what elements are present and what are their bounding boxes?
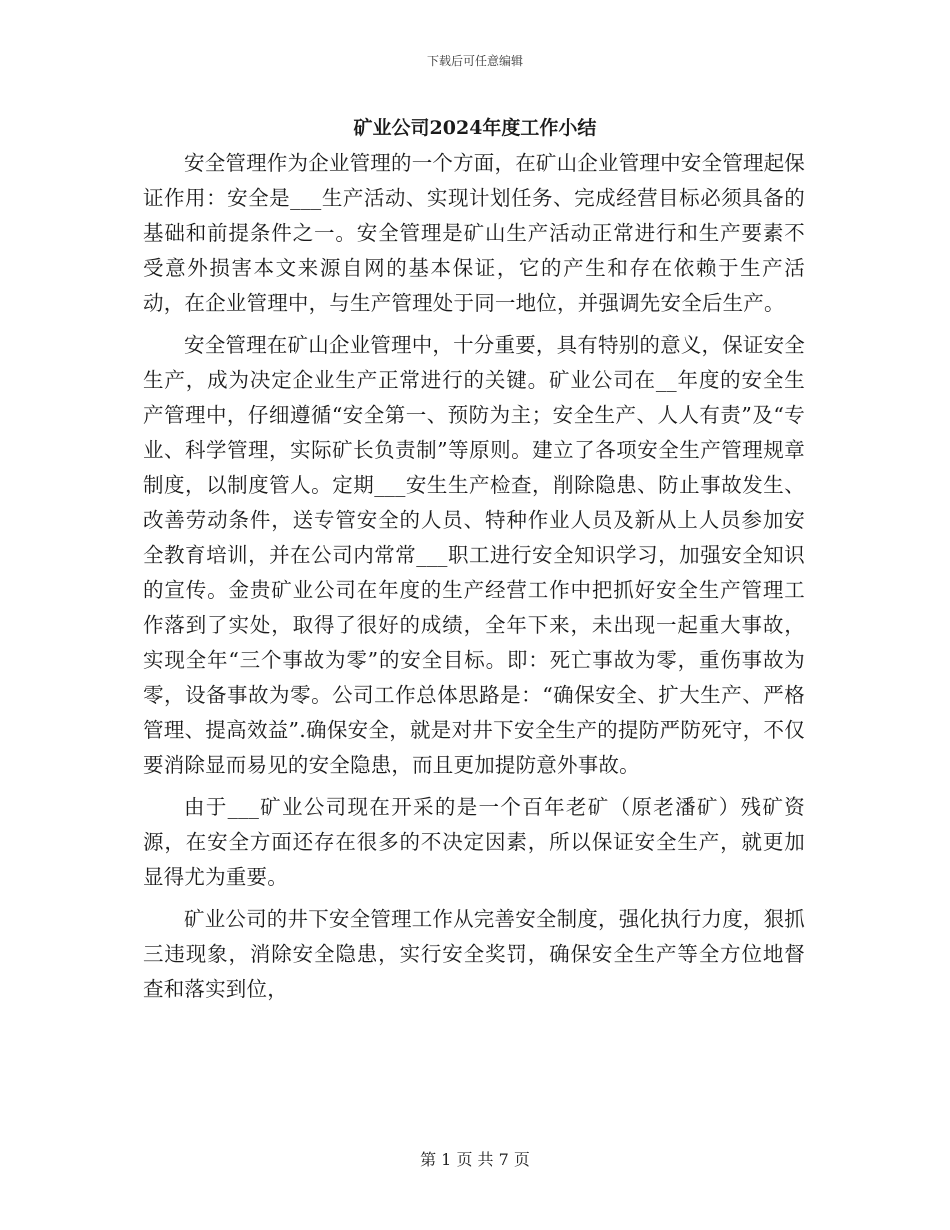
paragraph: 安全管理作为企业管理的一个方面，在矿山企业管理中安全管理起保证作用：安全是___生产活动、实现计划任务、完成经营目标必须具备的基础和前提条件之一。安全管理是矿山生产活动正常进行和生产要素不受意外损害本文来源自网的基本保证，它的产生和存在依赖于生产活动，在企业管理中，与生产管理处于同一地位，并强调先安全后生产。 — [143, 151, 805, 315]
paragraph: 安全管理在矿山企业管理中，十分重要，具有特别的意义，保证安全生产，成为决定企业生产正常进行的关键。矿业公司在__年度的安全生产管理中，仔细遵循“安全第一、预防为主；安全生产、人人有责”及“专业、科学管理，实际矿长负责制”等原则。建立了各项安全生产管理规章制度，以制度管人。定期___安生生产检查，削除隐患、防止事故发生、改善劳动条件，送专管安全的人员、特种作业人员及新从上人员参加安全教育培训，并在公司内常常___职工进行安全知识学习，加强安全知识的宣传。金贵矿业公司在年度的生产经营工作中把抓好安全生产管理工作落到了实处，取得了很好的成绩，全年下来，未出现一起重大事故，实现全年“三个事故为零”的安全目标。即：死亡事故为零，重伤事故为零，设备事故为零。公司工作总体思路是：“确保安全、扩大生产、严格管理、提高效益”.确保安全，就是对井下安全生产的提防严防死守，不仅要消除显而易见的安全隐患，而且更加提防意外事故。 — [143, 333, 805, 777]
paragraph: 矿业公司的井下安全管理工作从完善安全制度，强化执行力度，狠抓三违现象，消除安全隐患，实行安全奖罚，确保安全生产等全方位地督查和落实到位， — [143, 907, 805, 1001]
header-note: 下载后可任意编辑 — [426, 54, 523, 68]
document-title: 矿业公司2024年度工作小结 — [353, 117, 597, 139]
document-body — [143, 146, 805, 1014]
paragraph: 由于___矿业公司现在开采的是一个百年老矿（原老潘矿）残矿资源，在安全方面还存在很多的不决定因素，所以保证安全生产，就更加显得尤为重要。 — [143, 795, 805, 889]
page-indicator: 第 1 页 共 7 页 — [420, 1150, 530, 1169]
